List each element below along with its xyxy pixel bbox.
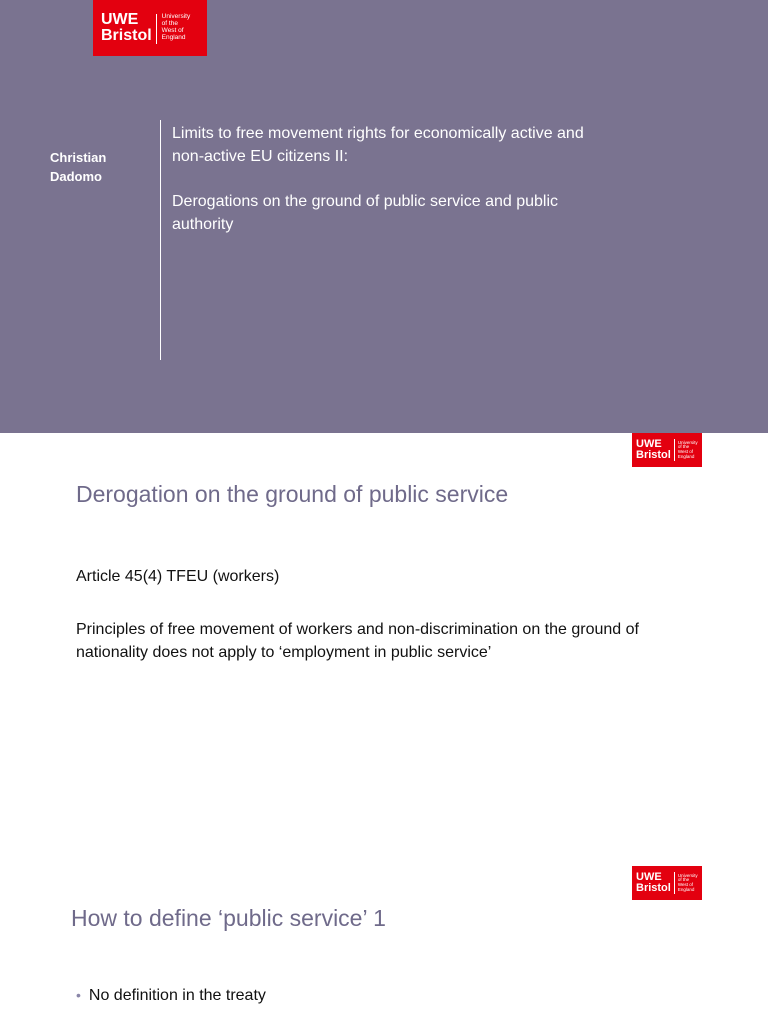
logo-brand bbox=[101, 12, 152, 44]
slide-heading: How to define ‘public service’ 1 bbox=[71, 905, 386, 931]
logo-university-text bbox=[162, 14, 191, 41]
logo-uni-line: West of bbox=[161, 27, 184, 34]
title-divider-line bbox=[160, 120, 161, 360]
logo-uni-line: England bbox=[677, 453, 695, 459]
subtitle-line: Derogations on the ground of public service and public bbox=[172, 193, 559, 210]
logo-uni-line: University bbox=[677, 439, 698, 445]
author-first-name: Christian bbox=[50, 150, 107, 165]
presentation-title bbox=[172, 122, 642, 236]
title-slide bbox=[0, 0, 768, 433]
slide-public-service-derogation bbox=[0, 433, 768, 865]
logo-university-text bbox=[678, 441, 698, 460]
logo-uni-line: England bbox=[161, 33, 186, 41]
logo-uni-line: West of bbox=[677, 882, 694, 887]
bullet-icon: • bbox=[76, 987, 81, 1003]
logo-uni-line: of the bbox=[677, 444, 690, 450]
logo-separator bbox=[674, 439, 675, 461]
logo-uni-line: University bbox=[161, 13, 191, 21]
title-line: non-active EU citizens II: bbox=[172, 148, 349, 165]
article-reference: Article 45(4) TFEU (workers) bbox=[76, 568, 280, 585]
logo-brand-uwe: UWE bbox=[101, 11, 139, 28]
logo-brand-bristol: Bristol bbox=[101, 27, 152, 44]
bullet-item bbox=[76, 987, 266, 1005]
uwe-bristol-logo bbox=[632, 433, 702, 467]
logo-brand bbox=[636, 439, 671, 461]
logo-brand-bristol: Bristol bbox=[636, 449, 671, 461]
author-name bbox=[50, 148, 106, 186]
uwe-bristol-logo bbox=[632, 866, 702, 900]
logo-brand-uwe: UWE bbox=[636, 438, 662, 450]
principle-text: Principles of free movement of workers and non-discrimination on the ground of nationality does not apply to ‘employment in public service’ bbox=[76, 621, 639, 661]
title-line: Limits to free movement rights for economically active and bbox=[172, 125, 584, 142]
logo-brand bbox=[636, 872, 671, 894]
bullet-text: No definition in the treaty bbox=[88, 987, 266, 1004]
logo-brand-bristol: Bristol bbox=[636, 882, 671, 894]
logo-uni-line: of the bbox=[161, 20, 178, 28]
uwe-bristol-logo bbox=[93, 0, 207, 56]
logo-uni-line: of the bbox=[677, 877, 690, 883]
author-last-name: Dadomo bbox=[50, 169, 102, 184]
logo-uni-line: West of bbox=[677, 449, 694, 454]
logo-uni-line: University bbox=[677, 872, 698, 878]
logo-brand-uwe: UWE bbox=[636, 871, 662, 883]
slide-heading: Derogation on the ground of public service bbox=[76, 481, 509, 507]
logo-university-text bbox=[678, 874, 698, 893]
logo-separator bbox=[674, 872, 675, 894]
slide-define-public-service bbox=[0, 865, 768, 1024]
subtitle-line: authority bbox=[172, 216, 234, 233]
logo-uni-line: England bbox=[677, 886, 695, 892]
logo-separator bbox=[156, 14, 157, 44]
